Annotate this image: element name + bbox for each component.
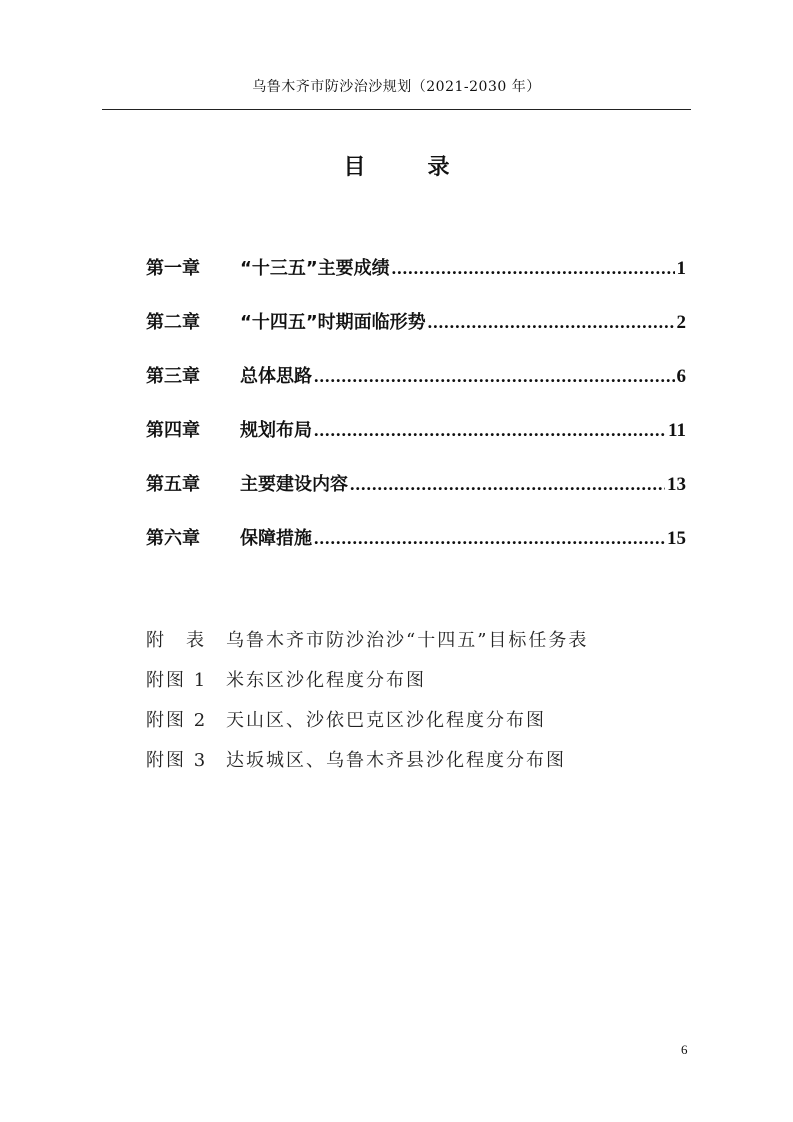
- toc-chapter-label: 第五章: [146, 474, 200, 495]
- toc-entry-chapter-2[interactable]: [146, 308, 686, 362]
- title-char-2: 录: [427, 154, 450, 180]
- toc-entry-chapter-6[interactable]: [146, 524, 686, 578]
- toc-chapter-label: 第一章: [146, 258, 200, 279]
- toc-chapter-title: “十三五”主要成绩: [240, 258, 390, 279]
- toc-leader-dots: [314, 366, 675, 387]
- title-char-1: 目: [343, 154, 366, 180]
- page-title: [0, 150, 793, 181]
- toc-chapter-title: 保障措施: [240, 528, 312, 549]
- appendix-text: 米东区沙化程度分布图: [226, 670, 426, 691]
- appendix-label: 附图 1: [146, 670, 208, 691]
- appendix-item[interactable]: [146, 666, 588, 706]
- appendix-text: 达坂城区、乌鲁木齐县沙化程度分布图: [226, 750, 566, 771]
- toc-entry-chapter-3[interactable]: [146, 362, 686, 416]
- toc-chapter-label: 第三章: [146, 366, 200, 387]
- appendix-item[interactable]: [146, 706, 588, 746]
- toc-chapter-title: 总体思路: [240, 366, 312, 387]
- appendix-list: [146, 626, 588, 786]
- appendix-label: 附图 2: [146, 710, 208, 731]
- toc-leader-dots: [428, 312, 675, 333]
- toc-page-number: 1: [676, 258, 686, 279]
- running-header: 乌鲁木齐市防沙治沙规划（2021-2030 年）: [252, 79, 541, 95]
- appendix-text: 天山区、沙依巴克区沙化程度分布图: [226, 710, 546, 731]
- appendix-label: 附图 3: [146, 750, 208, 771]
- toc-leader-dots: [350, 474, 665, 495]
- table-of-contents: [146, 254, 686, 578]
- toc-entry-chapter-5[interactable]: [146, 470, 686, 524]
- toc-chapter-label: 第四章: [146, 420, 200, 441]
- toc-page-number: 2: [676, 312, 686, 333]
- toc-entry-chapter-1[interactable]: [146, 254, 686, 308]
- appendix-item[interactable]: [146, 746, 588, 786]
- page-number: 6: [681, 1042, 688, 1057]
- toc-page-number: 11: [668, 420, 686, 441]
- toc-leader-dots: [314, 420, 666, 441]
- toc-chapter-label: 第六章: [146, 528, 200, 549]
- toc-leader-dots: [392, 258, 675, 279]
- header-divider: [102, 109, 691, 110]
- toc-chapter-title: 规划布局: [240, 420, 312, 441]
- toc-entry-chapter-4[interactable]: [146, 416, 686, 470]
- toc-page-number: 6: [676, 366, 686, 387]
- toc-chapter-label: 第二章: [146, 312, 200, 333]
- toc-chapter-title: 主要建设内容: [240, 474, 348, 495]
- appendix-item[interactable]: [146, 626, 588, 666]
- appendix-text: 乌鲁木齐市防沙治沙“十四五”目标任务表: [226, 630, 589, 651]
- toc-page-number: 13: [667, 474, 686, 495]
- appendix-label: 附 表: [146, 630, 206, 651]
- toc-chapter-title: “十四五”时期面临形势: [240, 312, 426, 333]
- toc-leader-dots: [314, 528, 665, 549]
- toc-page-number: 15: [667, 528, 686, 549]
